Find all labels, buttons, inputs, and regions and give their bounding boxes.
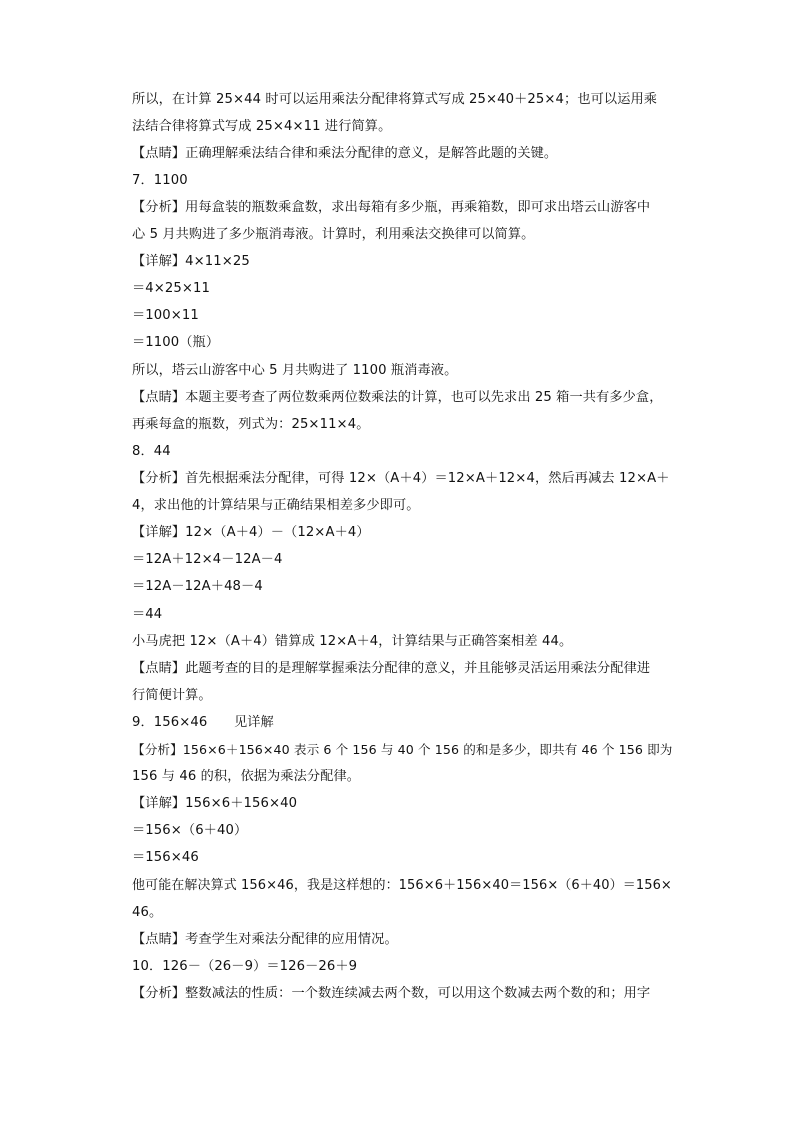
text-line: 【详解】156×6＋156×40 [132,796,298,811]
text-line: 【点睛】此题考查的目的是理解掌握乘法分配律的意义，并且能够灵活运用乘法分配律进 [132,661,651,676]
text-line: ＝12A－12A＋48－4 [132,579,263,594]
text-line: 10．126－（26－9）＝126－26＋9 [132,959,358,974]
text-line: 小马虎把 12×（A＋4）错算成 12×A＋4，计算结果与正确答案相差 44。 [132,634,573,649]
text-line: 法结合律将算式写成 25×4×11 进行简算。 [132,119,392,134]
text-line: 行简便计算。 [132,688,212,703]
text-line: ＝1100（瓶） [132,335,220,350]
text-line: 【点睛】本题主要考查了两位数乘两位数乘法的计算，也可以先求出 25 箱一共有多少盒， [132,390,663,405]
text-line: 他可能在解决算式 156×46，我是这样想的：156×6＋156×40＝156×（6＋40）＝156× [132,878,672,893]
text-line: 所以，塔云山游客中心 5 月共购进了 1100 瓶消毒液。 [132,363,458,378]
text-line: 【点睛】考查学生对乘法分配律的应用情况。 [132,932,398,947]
text-line: 【分析】整数减法的性质：一个数连续减去两个数，可以用这个数减去两个数的和；用字 [132,986,651,1001]
text-line: ＝100×11 [132,308,199,323]
text-line: ＝156×（6＋40） [132,823,248,838]
text-line: ＝12A＋12×4－12A－4 [132,552,283,567]
text-line: 【点睛】正确理解乘法结合律和乘法分配律的意义，是解答此题的关键。 [132,146,558,161]
text-line: 4，求出他的计算结果与正确结果相差多少即可。 [132,498,420,513]
text-line: 【分析】首先根据乘法分配律，可得 12×（A＋4）＝12×A＋12×4，然后再减去 12×A＋ [132,471,670,486]
text-line: 8．44 [132,444,171,459]
text-line: 心 5 月共购进了多少瓶消毒液。计算时，利用乘法交换律可以简算。 [132,227,535,242]
text-line: 【分析】用每盒装的瓶数乘盒数，求出每箱有多少瓶，再乘箱数，即可求出塔云山游客中 [132,200,651,215]
text-line: 7．1100 [132,173,188,188]
text-line: ＝156×46 [132,850,199,865]
text-line: 【分析】156×6＋156×40 表示 6 个 156 与 40 个 156 的和是多少，即共有 46 个 156 即为 [132,742,673,757]
text-line: 9．156×46 见详解 [132,715,274,730]
text-line: 【详解】4×11×25 [132,254,250,269]
text-line: 46。 [132,905,163,920]
text-line: 【详解】12×（A＋4）－（12×A＋4） [132,525,370,540]
text-line: ＝44 [132,607,163,622]
text-line: 再乘每盒的瓶数，列式为：25×11×4。 [132,417,370,432]
text-line: 156 与 46 的积，依据为乘法分配律。 [132,769,361,784]
text-line: 所以，在计算 25×44 时可以运用乘法分配律将算式写成 25×40＋25×4；也可以运用乘 [132,92,658,107]
text-line: ＝4×25×11 [132,281,211,296]
